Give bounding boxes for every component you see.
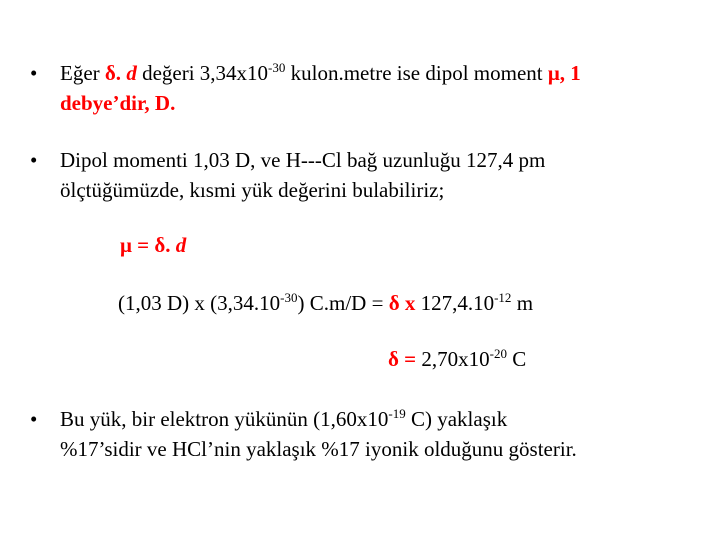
bullet-2-line-2: ölçtüğümüzde, kısmi yük değerini bulabiliriz; (60, 178, 445, 202)
eq3-a: 2,70x10 (421, 347, 490, 371)
eq1-d: d (175, 233, 187, 257)
eq1-mu: μ = (120, 233, 155, 257)
d-symbol: d (126, 61, 137, 85)
p1-text-c: kulon.metre ise dipol moment (285, 61, 548, 85)
mu-symbol: μ, 1 (547, 61, 581, 85)
p1-text-b: değeri 3,34x10 (136, 61, 269, 85)
p1-exponent: -30 (268, 60, 286, 75)
equation-result (388, 344, 526, 374)
eq2-b: ) C.m/D = (297, 291, 389, 315)
bullet-3-line-2: %17’sidir ve HCl’nin yaklaşık %17 iyonik olduğunu gösterir. (60, 437, 577, 461)
eq3-b: C (506, 347, 527, 371)
delta-symbol: δ. (104, 61, 127, 85)
bullet-3-marker: • (30, 407, 38, 431)
bullet-1-marker: • (30, 61, 38, 85)
eq2-exp2: -12 (494, 290, 512, 305)
bullet-2-line-1: Dipol momenti 1,03 D, ve H---Cl bağ uzunluğu 127,4 pm (60, 148, 546, 172)
bullet-3-line-1 (60, 404, 507, 434)
eq1-delta: δ. (154, 233, 176, 257)
p3-text-b: C) yaklaşık (405, 407, 508, 431)
eq2-a: (1,03 D) x (3,34.10 (118, 291, 281, 315)
equation-mu (120, 230, 186, 260)
bullet-2-marker: • (30, 148, 38, 172)
bullet-1-line-2: debye’dir, D. (60, 91, 176, 115)
p3-exponent: -19 (388, 406, 406, 421)
bullet-1-line-1 (60, 58, 581, 88)
eq2-delta: δ x (388, 291, 416, 315)
eq3-exp: -20 (489, 346, 507, 361)
p1-text-a: Eğer (60, 61, 105, 85)
eq3-delta: δ = (388, 347, 422, 371)
p3-text-a: Bu yük, bir elektron yükünün (1,60x10 (60, 407, 389, 431)
eq2-exp1: -30 (280, 290, 298, 305)
eq2-c: 127,4.10 (415, 291, 495, 315)
equation-calculation (118, 288, 533, 318)
eq2-d: m (511, 291, 534, 315)
